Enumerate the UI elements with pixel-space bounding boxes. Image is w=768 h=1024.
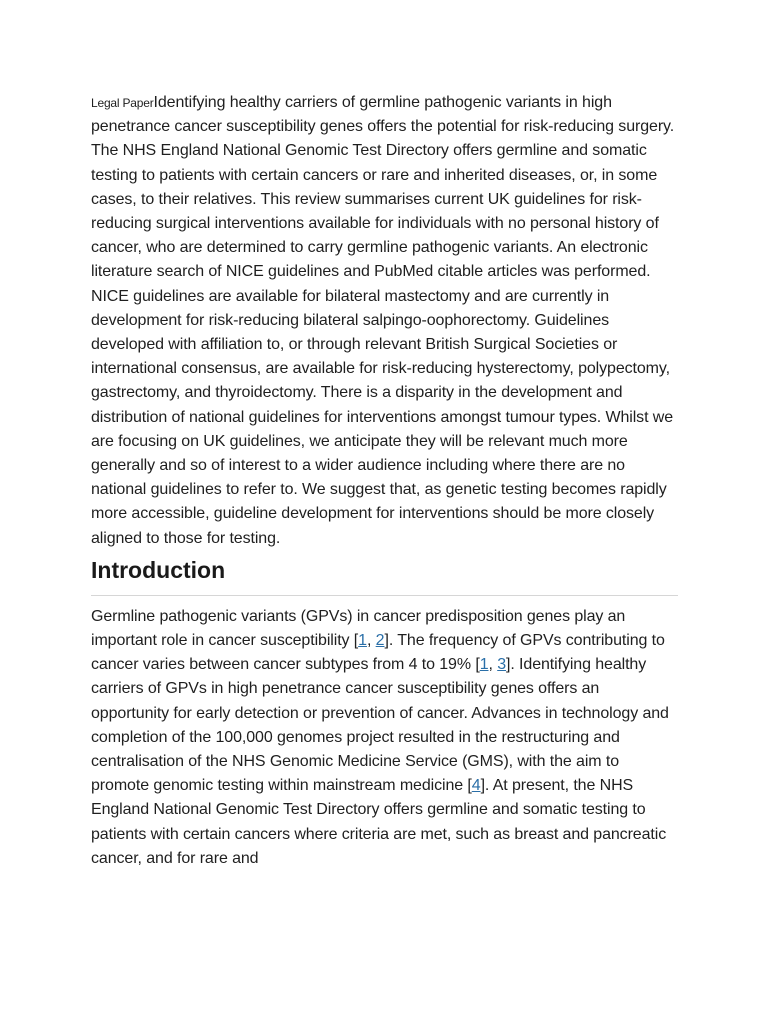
intro-text-segment: ]. The frequency of GPVs contributing to cancer varies between cancer subtypes from 4 to 19% [ (91, 632, 665, 674)
citation-separator: , (488, 656, 498, 674)
citation-link-3[interactable]: 3 (497, 656, 507, 674)
section-heading-introduction: Introduction (91, 555, 678, 596)
citation-link-2[interactable]: 2 (375, 632, 385, 650)
intro-text-segment: ]. Identifying healthy carriers of GPVs in high penetrance cancer susceptibility genes offers an opportunity for early detection or prevention of cancer. Advances in technology and completion of the 100,000 genomes project resulted in the restructuring and centralisation of the NHS Genomic Medicine Service (GMS), with the aim to promote genomic testing within mainstream medicine [ (91, 656, 669, 795)
citation-link-1[interactable]: 1 (479, 656, 489, 674)
abstract-paragraph (91, 91, 678, 551)
intro-text-segment: ]. At present, the NHS England National Genomic Test Directory offers germline and somatic testing to patients with certain cancers where criteria are met, such as breast and pancreatic cancer, and for rare and (91, 777, 667, 867)
citation-link-4[interactable]: 4 (471, 777, 481, 795)
intro-text-segment: Germline pathogenic variants (GPVs) in cancer predisposition genes play an important role in cancer susceptibility [ (91, 607, 626, 650)
citation-link-1[interactable]: 1 (358, 632, 367, 650)
citation-separator: , (366, 632, 376, 650)
introduction-paragraph (91, 605, 678, 871)
article-content (91, 91, 678, 871)
document-type-label: Legal Paper (91, 96, 154, 110)
abstract-text: Identifying healthy carriers of germline pathogenic variants in high penetrance cancer susceptibility genes offers the potential for risk-reducing surgery. The NHS England National Genomic Test Directory offers germline and somatic testing to patients with certain cancers or rare and inherited diseases, or, in some cases, to their relatives. This review summarises current UK guidelines for risk-reducing surgical interventions available for individuals with no personal history of cancer, who are determined to carry germline pathogenic variants. An electronic literature search of NICE guidelines and PubMed citable articles was performed. NICE guidelines are available for bilateral mastectomy and are currently in development for risk-reducing bilateral salpingo-oophorectomy. Guidelines developed with affiliation to, or through relevant British Surgical Societies or international consensus, are available for risk-reducing hysterectomy, polypectomy, gastrectomy, and thyroidectomy. There is a disparity in the development and distribution of national guidelines for interventions amongst tumour types. Whilst we are focusing on UK guidelines, we anticipate they will be relevant much more generally and so of interest to a wider audience including where there are no national guidelines to refer to. We suggest that, as genetic testing becomes rapidly more accessible, guideline development for interventions should be more closely aligned to those for testing. (91, 94, 675, 547)
